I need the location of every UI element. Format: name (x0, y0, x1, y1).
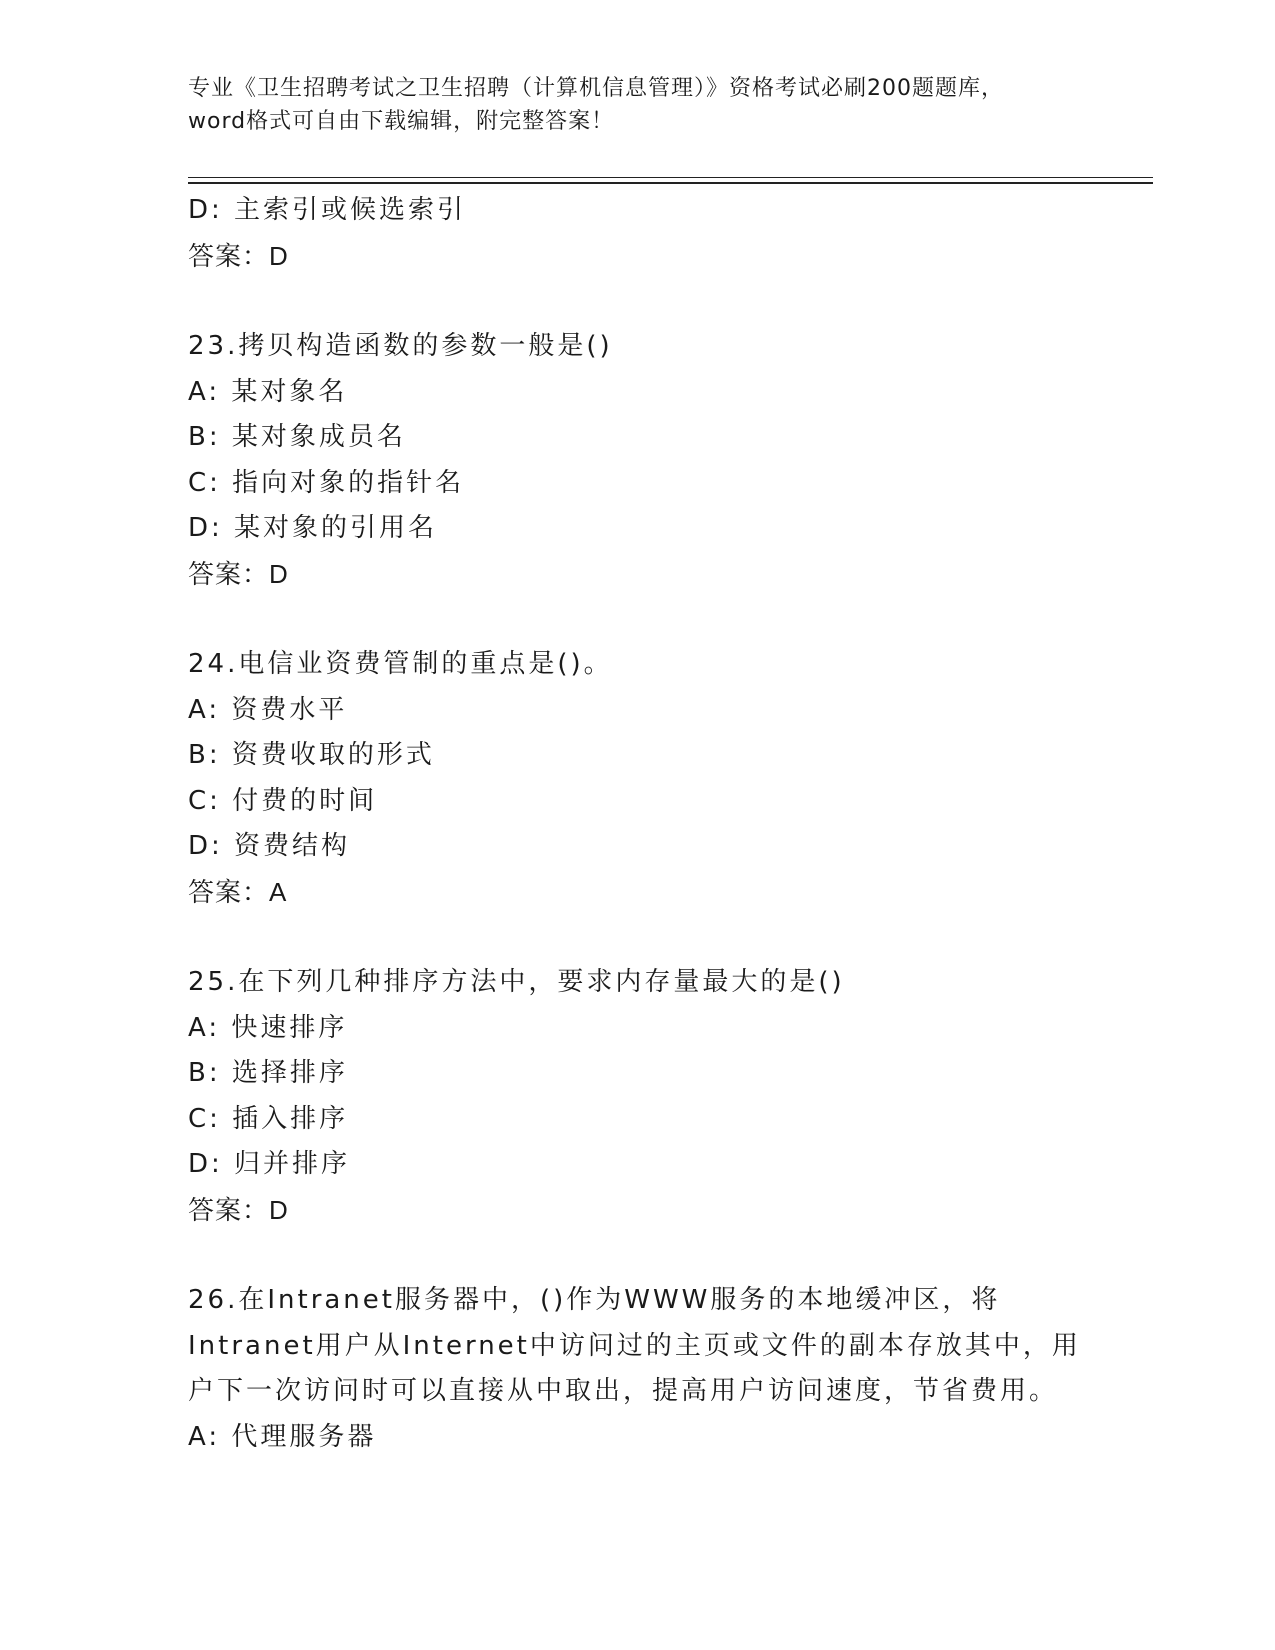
option-c: C: 付费的时间 (188, 785, 378, 816)
question-23 (188, 324, 1088, 597)
header-title-line1: 专业《卫生招聘考试之卫生招聘（计算机信息管理）》资格考试必刷200题题库， (188, 76, 1004, 101)
option-c: C: 插入排序 (188, 1103, 349, 1134)
question-text-line1: 26.在Intranet服务器中，()作为WWW服务的本地缓冲区，将 (188, 1285, 1001, 1315)
previous-question-tail (188, 188, 1088, 279)
option-a: A: 快速排序 (188, 1012, 348, 1043)
question-text-line3: 户下一次访问时可以直接从中取出，提高用户访问速度，节省费用。 (188, 1376, 1059, 1406)
option-b: B: 选择排序 (188, 1058, 348, 1088)
document-header (188, 72, 1088, 138)
question-list (188, 188, 1088, 1460)
question-spacer (188, 915, 1088, 960)
question-spacer (188, 1233, 1088, 1278)
header-divider-thin (188, 177, 1153, 178)
option-a: A: 某对象名 (188, 376, 348, 407)
question-text: 25.在下列几种排序方法中，要求内存量最大的是() (188, 967, 845, 997)
option-b: B: 某对象成员名 (188, 422, 406, 452)
option-a: A: 资费水平 (188, 694, 348, 725)
option-c: C: 指向对象的指针名 (188, 467, 465, 498)
answer-line: 答案：D (188, 558, 289, 589)
answer-line: 答案：A (188, 876, 288, 907)
question-24 (188, 642, 1088, 915)
option-d: D: 资费结构 (188, 831, 351, 861)
option-d: D: 主索引或候选索引 (188, 195, 467, 225)
option-b: B: 资费收取的形式 (188, 740, 435, 770)
question-text: 23.拷贝构造函数的参数一般是() (188, 331, 613, 361)
question-text-line2: Intranet用户从Internet中访问过的主页或文件的副本存放其中，用 (188, 1330, 1081, 1361)
answer-line: 答案：D (188, 1194, 289, 1225)
question-text: 24.电信业资费管制的重点是()。 (188, 649, 613, 679)
question-26 (188, 1278, 1088, 1460)
question-spacer (188, 279, 1088, 324)
answer-line: 答案：D (188, 240, 289, 271)
header-divider-thick (188, 182, 1153, 184)
option-d: D: 归并排序 (188, 1149, 351, 1179)
option-a: A: 代理服务器 (188, 1421, 377, 1452)
question-spacer (188, 597, 1088, 642)
header-title-line2: word格式可自由下载编辑，附完整答案！ (188, 109, 615, 134)
question-25 (188, 960, 1088, 1233)
option-d: D: 某对象的引用名 (188, 513, 438, 543)
